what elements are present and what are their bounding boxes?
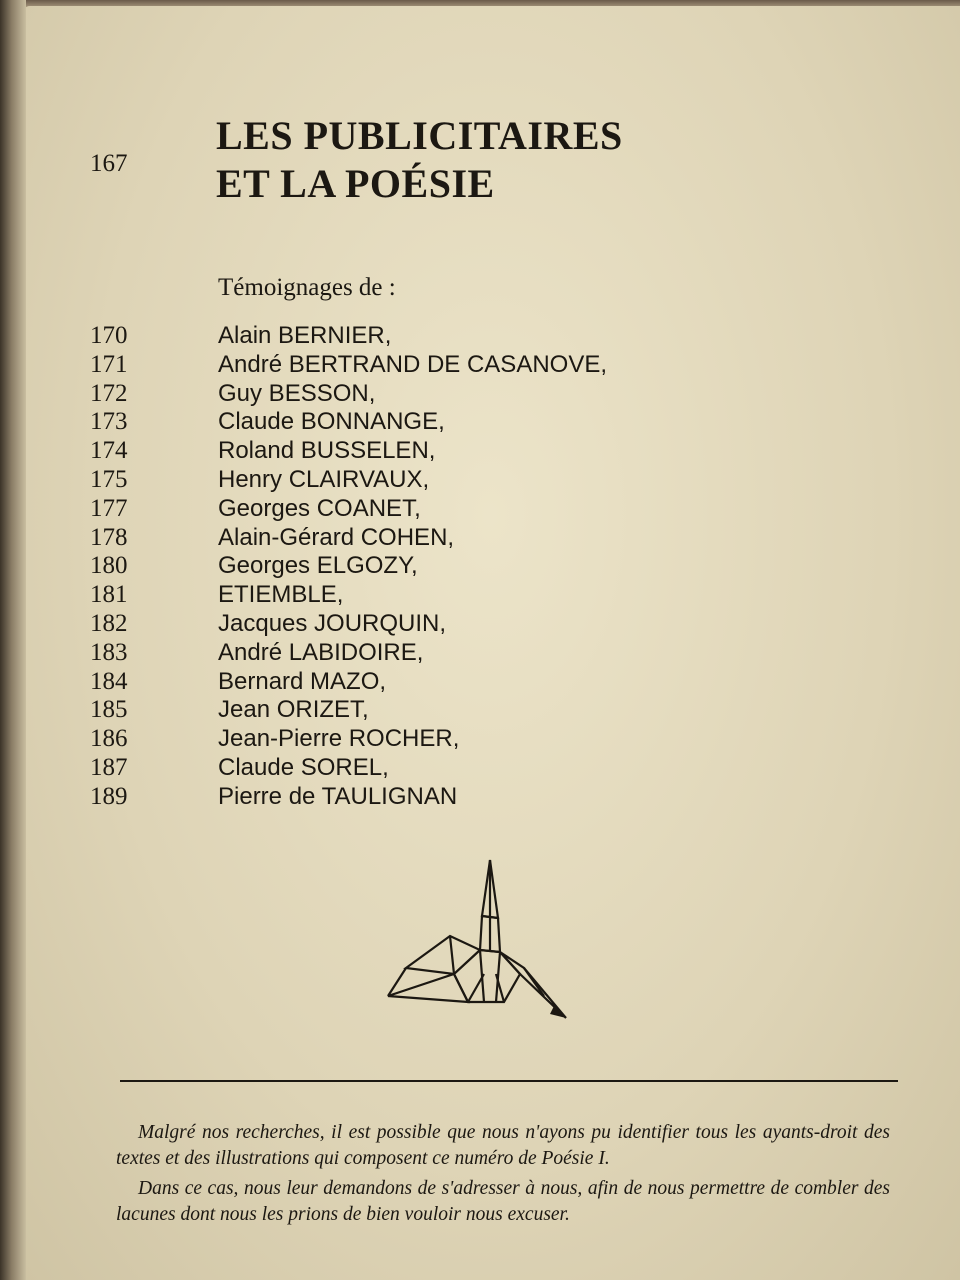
toc-author-name: Roland BUSSELEN, (218, 437, 436, 465)
toc-page-number: 178 (90, 523, 128, 551)
footnote-divider (120, 1080, 898, 1082)
toc-author-name: Claude SOREL, (218, 753, 389, 781)
book-spine (0, 0, 26, 1280)
toc-entry (90, 524, 607, 553)
toc-author-name: Jean-Pierre ROCHER, (218, 725, 460, 753)
toc-author-name: André BERTRAND DE CASANOVE, (218, 350, 608, 378)
toc-entry (90, 610, 607, 639)
toc-entry (90, 581, 607, 610)
toc-author-name: Alain BERNIER, (218, 322, 392, 349)
toc-entry (90, 552, 607, 581)
toc-author-name: Pierre de TAULIGNAN (218, 782, 458, 810)
toc-author-name: Bernard MAZO, (218, 667, 387, 695)
toc-entry (90, 437, 607, 466)
toc-page-number: 184 (90, 667, 128, 695)
toc-author-name: Jacques JOURQUIN, (218, 609, 447, 637)
toc-entry (90, 380, 607, 409)
toc-page-number: 171 (90, 350, 128, 378)
toc-entry (90, 696, 607, 725)
toc-author-name: André LABIDOIRE, (218, 638, 424, 666)
toc-author-name: Georges ELGOZY, (218, 552, 418, 580)
toc-page-number: 173 (90, 408, 128, 436)
toc-author-name: Henry CLAIRVAUX, (218, 465, 430, 493)
toc-entry (90, 408, 607, 437)
footnote-paragraph: Dans ce cas, nous leur demandons de s'adresser à nous, afin de nous permettre de combler des lacunes dont nous les prions de bien vouloir nous excuser. (116, 1178, 890, 1225)
toc-author-name: Georges COANET, (218, 494, 421, 522)
contributors-list (90, 322, 607, 812)
testimonies-intro: Témoignages de : (218, 274, 396, 301)
toc-page-number: 185 (90, 696, 128, 724)
toc-page-number: 170 (90, 322, 128, 349)
toc-page-number: 172 (90, 379, 128, 407)
toc-page-number: 180 (90, 552, 128, 580)
toc-entry (90, 783, 607, 812)
toc-author-name: ETIEMBLE, (218, 581, 344, 609)
section-title-line-1: LES PUBLICITAIRES (216, 113, 623, 158)
toc-entry (90, 322, 607, 351)
toc-author-name: Claude BONNANGE, (218, 408, 445, 436)
toc-entry (90, 754, 607, 783)
toc-author-name: Jean ORIZET, (218, 696, 369, 724)
toc-page-number: 183 (90, 638, 128, 666)
toc-entry (90, 495, 607, 524)
toc-entry (90, 639, 607, 668)
toc-page-number: 186 (90, 725, 128, 753)
toc-author-name: Alain-Gérard COHEN, (218, 523, 455, 551)
toc-entry (90, 351, 607, 380)
section-page-number: 167 (90, 150, 128, 177)
section-title (216, 112, 623, 208)
toc-author-name: Guy BESSON, (218, 379, 376, 407)
toc-page-number: 174 (90, 437, 128, 465)
toc-page-number: 182 (90, 609, 128, 637)
toc-page-number: 175 (90, 465, 128, 493)
toc-page-number: 177 (90, 494, 128, 522)
footnote-paragraph: Malgré nos recherches, il est possible que nous n'ayons pu identifier tous les ayants-droit des textes et des illustrations qui composent ce numéro de Poésie I. (116, 1122, 890, 1169)
toc-page-number: 187 (90, 753, 128, 781)
copyright-footnote (116, 1120, 890, 1232)
section-title-line-2: ET LA POÉSIE (216, 161, 495, 206)
toc-page-number: 189 (90, 782, 128, 810)
toc-entry (90, 725, 607, 754)
toc-entry (90, 668, 607, 697)
toc-entry (90, 466, 607, 495)
toc-page-number: 181 (90, 581, 128, 609)
origami-crane-icon (384, 856, 570, 1026)
